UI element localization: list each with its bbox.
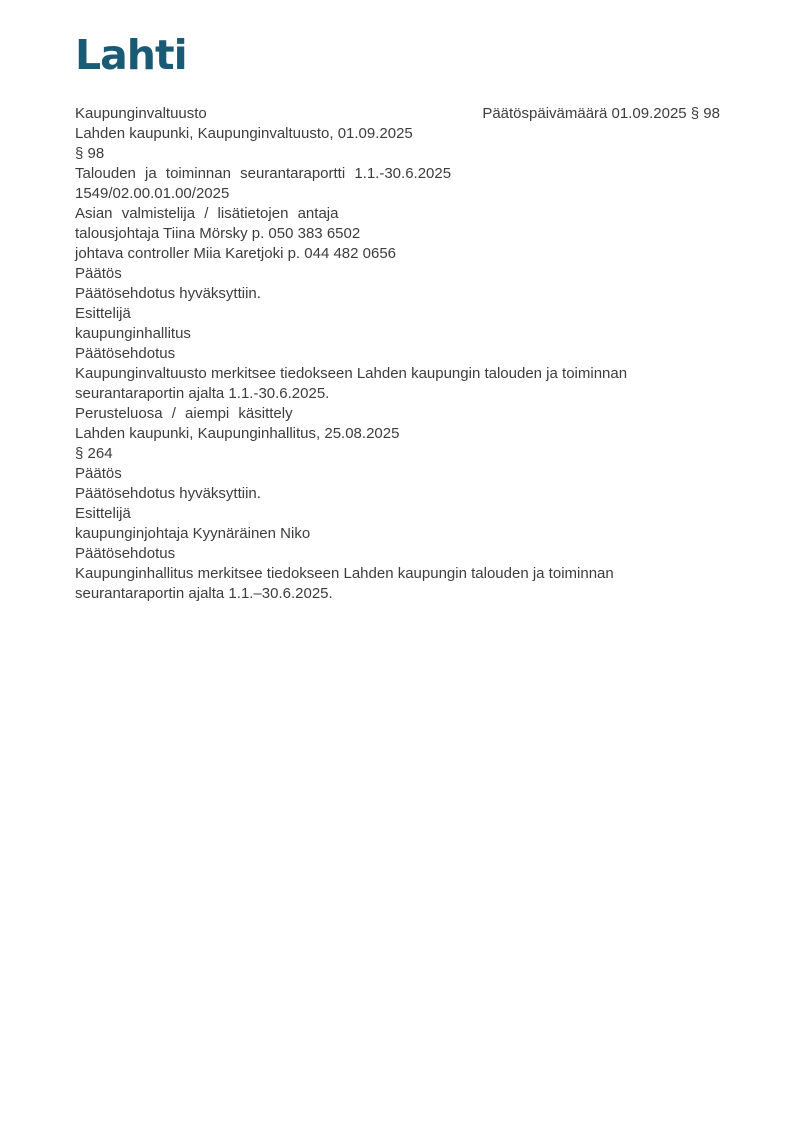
proposal-label: Päätösehdotus <box>75 345 176 362</box>
preparer-label: Asian valmistelija / lisätietojen antaja <box>75 205 339 222</box>
header-org: Kaupunginvaltuusto <box>75 105 207 122</box>
preparer-line-2: johtava controller Miia Karetjoki p. 044 482 0656 <box>75 245 397 262</box>
section-number: § 98 <box>75 145 105 162</box>
document-content <box>0 31 793 604</box>
history-presenter-label: Esittelijä <box>75 505 131 522</box>
history-section-number: § 264 <box>75 445 113 462</box>
decision-label: Päätös <box>75 265 122 282</box>
presenter-label: Esittelijä <box>75 305 131 322</box>
preparer-line-1: talousjohtaja Tiina Mörsky p. 050 383 6502 <box>75 225 361 242</box>
case-title: Talouden ja toiminnan seurantaraportti 1.1.-30.6.2025 <box>75 165 452 182</box>
history-decision-text: Päätösehdotus hyväksyttiin. <box>75 485 261 502</box>
diary-number: 1549/02.00.01.00/2025 <box>75 185 230 202</box>
proposal-text: Kaupunginvaltuusto merkitsee tiedokseen Lahden kaupungin talouden ja toiminnan seurantaraportin ajalta 1.1.-30.6.2025. <box>75 365 628 402</box>
history-presenter-text: kaupunginjohtaja Kyynäräinen Niko <box>75 525 311 542</box>
history-label: Perusteluosa / aiempi käsittely <box>75 405 293 422</box>
meeting-line: Lahden kaupunki, Kaupunginvaltuusto, 01.09.2025 <box>75 125 413 142</box>
presenter-text: kaupunginhallitus <box>75 325 191 342</box>
decision-text: Päätösehdotus hyväksyttiin. <box>75 285 261 302</box>
header-decision-date: Päätöspäivämäärä 01.09.2025 § 98 <box>482 105 720 122</box>
history-proposal-text: Kaupunginhallitus merkitsee tiedokseen Lahden kaupungin talouden ja toiminnan seurantaraportin ajalta 1.1.–30.6.2025. <box>75 565 614 602</box>
history-decision-label: Päätös <box>75 465 122 482</box>
history-proposal-label: Päätösehdotus <box>75 545 176 562</box>
lahti-logo: Lahti <box>75 31 187 79</box>
history-meeting-line: Lahden kaupunki, Kaupunginhallitus, 25.08.2025 <box>75 425 400 442</box>
document-header <box>75 104 720 124</box>
